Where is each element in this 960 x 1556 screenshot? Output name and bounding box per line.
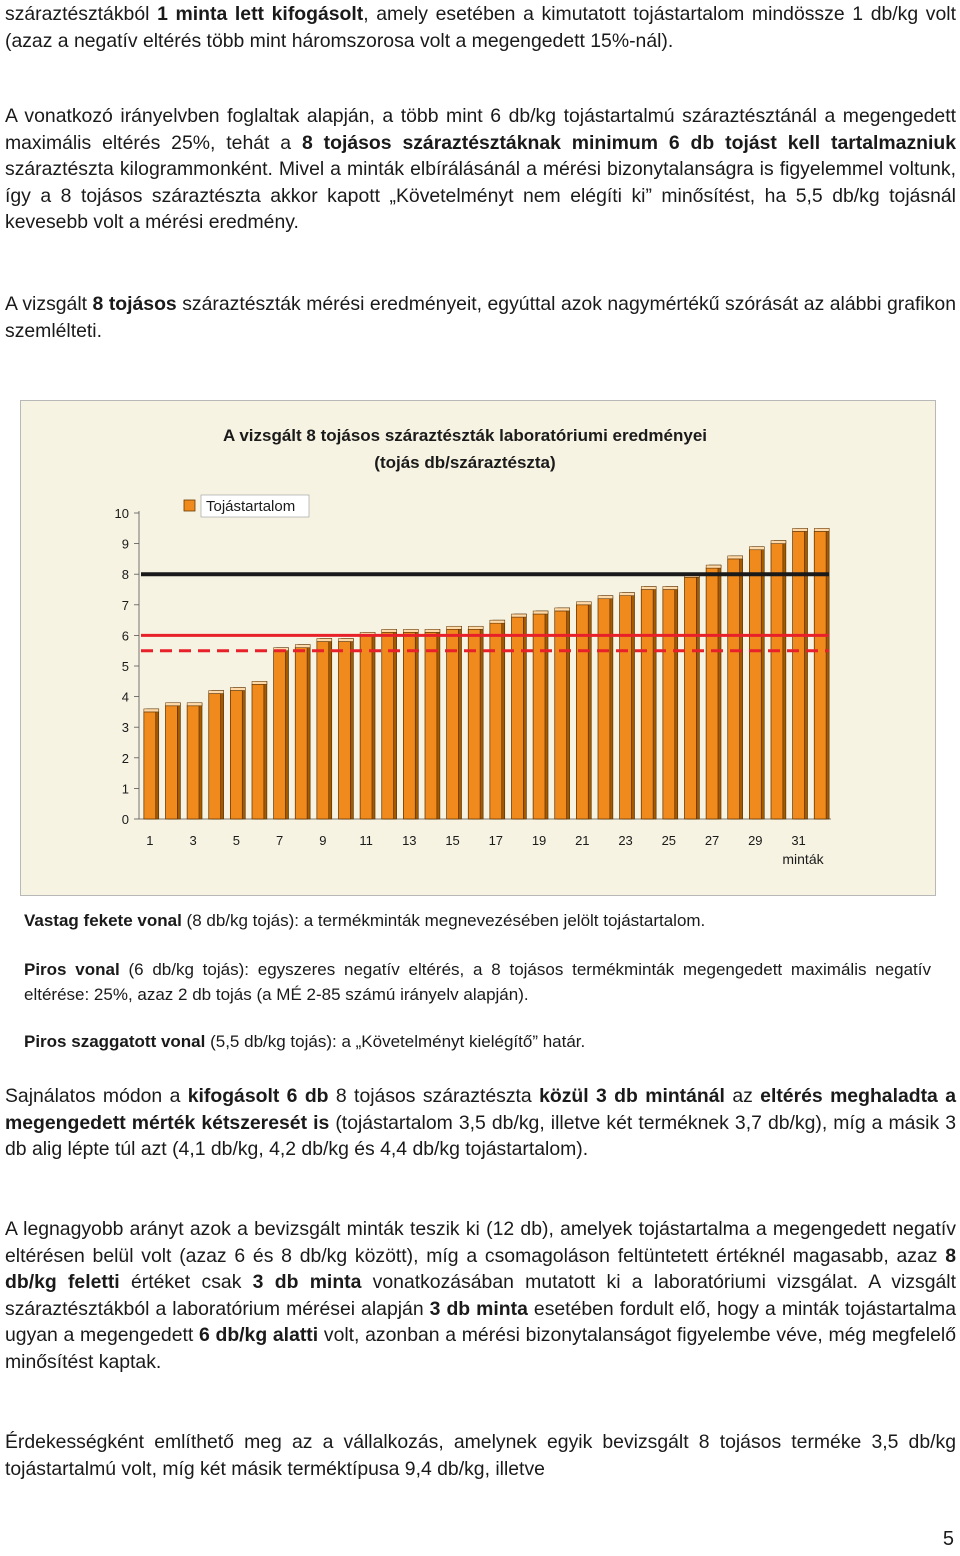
bar bbox=[425, 632, 437, 819]
bar-top bbox=[728, 556, 743, 559]
bar bbox=[749, 550, 761, 819]
text: Érdekességként említhető meg az a vállalkozás, amelynek egyik bevizsgált 8 tojásos terméke 3,5 db/kg tojástartalmú volt, míg két másik terméktípusa 9,4 db/kg, illetve bbox=[5, 1431, 956, 1480]
bold-text: 1 minta lett kifogásolt bbox=[157, 3, 364, 25]
bar bbox=[165, 706, 177, 819]
bold-text: 3 db minta bbox=[429, 1297, 528, 1320]
paragraph-4 bbox=[5, 1083, 956, 1163]
bold-text: Piros szaggatott vonal bbox=[24, 1032, 206, 1051]
bar-top bbox=[230, 687, 245, 690]
plot-area bbox=[115, 506, 831, 848]
chart-title-line-1: A vizsgált 8 tojásos száraztészták laboratóriumi eredményei bbox=[222, 426, 708, 445]
text: száraztésztákból bbox=[5, 3, 158, 25]
text: 8 tojásos száraztészta bbox=[328, 1085, 540, 1107]
bar-top bbox=[403, 629, 418, 632]
x-tick-label: 1 bbox=[146, 833, 154, 848]
y-tick-label: 3 bbox=[121, 720, 129, 736]
bar bbox=[555, 611, 567, 819]
bar bbox=[468, 629, 480, 819]
bar bbox=[274, 651, 286, 819]
y-tick-label: 8 bbox=[121, 567, 129, 583]
y-tick-label: 10 bbox=[114, 506, 129, 521]
bar bbox=[511, 617, 523, 819]
bold-text: 8 db/kg feletti bbox=[5, 1244, 956, 1293]
x-tick-label: 9 bbox=[319, 833, 327, 848]
bar-top bbox=[425, 629, 440, 632]
bar bbox=[338, 642, 350, 819]
text: (tojástartalom 3,5 db/kg, illetve két terméknek 3,7 db/kg), míg a másik 3 db alig lépte túl azt (4,1 db/kg, 4,2 db/kg és 4,4 db/kg tojástartalom). bbox=[5, 1111, 956, 1160]
bar bbox=[317, 642, 329, 819]
note-red-dashed-line bbox=[24, 1029, 931, 1054]
x-tick-label: 11 bbox=[359, 833, 373, 848]
bold-text: kifogásolt 6 db bbox=[187, 1085, 329, 1107]
text: volt, azonban a mérési bizonytalanságot figyelembe véve, még megfelelő minősítést kaptak. bbox=[5, 1324, 956, 1373]
bold-text: 8 tojásos bbox=[92, 293, 177, 315]
text: vonatkozásában mutatott ki a laboratóriumi vizsgálat. A vizsgált száraztésztákból a laboratórium mérései alapján bbox=[5, 1271, 957, 1320]
x-tick-label: 5 bbox=[232, 833, 240, 848]
bar bbox=[771, 544, 783, 819]
x-tick-label: 23 bbox=[618, 833, 633, 848]
bar bbox=[576, 605, 588, 819]
bar-top bbox=[295, 645, 310, 648]
bar bbox=[295, 648, 307, 819]
bar-top bbox=[663, 587, 678, 590]
bold-text: 8 tojásos száraztésztáknak minimum 6 db tojást kell tartalmazniuk bbox=[301, 131, 956, 154]
bar-top bbox=[555, 608, 570, 611]
bar bbox=[663, 590, 675, 820]
y-tick-label: 0 bbox=[121, 812, 129, 827]
bold-text: 3 db minta bbox=[252, 1271, 362, 1293]
note-red-line bbox=[24, 957, 931, 1007]
bar bbox=[490, 623, 502, 819]
bar bbox=[684, 577, 696, 819]
bar-top bbox=[793, 528, 808, 531]
bar-top bbox=[641, 587, 656, 590]
bar-top bbox=[317, 639, 332, 642]
bar-top bbox=[490, 620, 505, 623]
bar-chart bbox=[21, 401, 937, 897]
bar bbox=[209, 694, 221, 819]
bar bbox=[620, 596, 632, 819]
x-tick-label: 27 bbox=[704, 833, 720, 848]
bar-top bbox=[771, 541, 786, 544]
bar-top bbox=[165, 703, 180, 706]
bar-top bbox=[620, 593, 635, 596]
y-tick-label: 1 bbox=[121, 781, 129, 797]
x-tick-label: 13 bbox=[402, 833, 417, 848]
x-tick-label: 15 bbox=[445, 833, 460, 848]
bar bbox=[252, 684, 264, 819]
y-tick-label: 9 bbox=[121, 536, 129, 552]
text: A vonatkozó irányelvben foglaltak alapján, a több mint 6 db/kg tojástartalmú száraztésztánál a megengedett maximális eltérés 25%, tehát a bbox=[5, 105, 956, 154]
text: száraztészta kilogrammonként. Mivel a minták elbírálásánál a mérési bizonytalanságra is figyelemmel voltunk, így a 8 tojásos száraztészta akkor kapott „Követelményt nem elégíti ki” minősítést, ha 5,5 db/kg tojásnál kevesebb volt a mérési eredmény. bbox=[5, 158, 956, 233]
x-tick-label: 17 bbox=[488, 833, 504, 848]
bar-top bbox=[252, 681, 267, 684]
bar-top bbox=[576, 602, 591, 605]
y-tick-label: 5 bbox=[121, 659, 129, 674]
text: esetében fordult elő, hogy a minták tojástartalma ugyan a megengedett bbox=[5, 1297, 956, 1346]
paragraph-6 bbox=[5, 1429, 956, 1482]
bar bbox=[360, 635, 372, 819]
text: (6 db/kg tojás): egyszeres negatív eltérés, a 8 tojásos termékminták megengedett maximális negatív eltérése: 25%, azaz 2 db tojás (a MÉ 2-85 számú irányelv alapján). bbox=[24, 960, 931, 1004]
paragraph-5 bbox=[5, 1216, 956, 1375]
bar bbox=[187, 706, 199, 819]
bar-top bbox=[749, 547, 764, 550]
bar-top bbox=[533, 611, 548, 614]
bar-top bbox=[144, 709, 159, 712]
note-black-line bbox=[24, 908, 931, 933]
bold-text: eltérés meghaladta a megengedett mérték kétszeresét is bbox=[5, 1085, 956, 1134]
bar bbox=[728, 559, 740, 819]
paragraph-3 bbox=[5, 291, 956, 344]
bar-top bbox=[814, 528, 829, 531]
bar-top bbox=[382, 629, 397, 632]
text: (8 db/kg tojás): a termékminták megnevezésében jelölt tojástartalom. bbox=[181, 911, 706, 930]
y-tick-label: 4 bbox=[121, 689, 129, 705]
bar bbox=[598, 599, 610, 819]
bar-top bbox=[209, 691, 224, 694]
text: , amely esetében a kimutatott tojástartalom mindössze 1 db/kg volt (azaz a negatív eltérés több mint háromszorosa volt a megengedett 15%-nál). bbox=[5, 3, 956, 52]
page-number: 5 bbox=[942, 1528, 954, 1550]
x-tick-label: 29 bbox=[748, 833, 763, 848]
paragraph-2 bbox=[5, 103, 956, 236]
y-tick-label: 2 bbox=[121, 750, 129, 766]
x-axis-title: minták bbox=[782, 851, 824, 867]
bar-top bbox=[468, 626, 483, 629]
legend-swatch bbox=[184, 500, 195, 511]
x-tick-label: 31 bbox=[791, 833, 806, 848]
bold-text: közül 3 db mintánál bbox=[539, 1085, 725, 1107]
bar bbox=[403, 632, 415, 819]
chart-title-line-2: (tojás db/száraztészta) bbox=[374, 453, 556, 472]
bar bbox=[533, 614, 545, 819]
chart-panel bbox=[20, 400, 936, 896]
x-tick-label: 7 bbox=[275, 833, 284, 848]
bar bbox=[706, 568, 718, 819]
x-tick-label: 21 bbox=[575, 833, 590, 848]
bar bbox=[144, 712, 156, 819]
bar-top bbox=[511, 614, 526, 617]
text: (5,5 db/kg tojás): a „Követelményt kielégítő” határ. bbox=[205, 1032, 586, 1051]
legend-label: Tojástartalom bbox=[206, 498, 296, 515]
text: A legnagyobb arányt azok a bevizsgált minták teszik ki (12 db), amelyek tojástartalma a megengedett negatív eltérésen belül volt (azaz 6 és 8 db/kg között), míg a csomagoláson feltüntetett értéknél magasabb, azaz bbox=[5, 1218, 956, 1267]
bar bbox=[230, 690, 242, 819]
text: értéket csak bbox=[119, 1271, 253, 1293]
bold-text: Piros vonal bbox=[24, 960, 120, 979]
text: Sajnálatos módon a bbox=[5, 1085, 188, 1107]
y-tick-label: 7 bbox=[121, 597, 129, 613]
text: az bbox=[724, 1085, 761, 1107]
text: száraztészták mérési eredményeit, egyúttal azok nagymértékű szórását az alábbi grafikon szemlélteti. bbox=[5, 293, 956, 342]
bar-top bbox=[447, 626, 462, 629]
bar bbox=[641, 590, 653, 820]
x-tick-label: 25 bbox=[661, 833, 677, 848]
bar bbox=[382, 632, 394, 819]
bar-top bbox=[598, 596, 613, 599]
y-tick-label: 6 bbox=[121, 628, 129, 644]
bold-text: Vastag fekete vonal bbox=[24, 911, 182, 930]
bar-top bbox=[706, 565, 721, 568]
x-tick-label: 3 bbox=[189, 833, 197, 848]
bold-text: 6 db/kg alatti bbox=[198, 1324, 319, 1346]
bar-top bbox=[338, 639, 353, 642]
x-tick-label: 19 bbox=[531, 833, 547, 848]
bar bbox=[447, 629, 459, 819]
bar-top bbox=[187, 703, 202, 706]
text: A vizsgált bbox=[5, 293, 93, 315]
paragraph-1 bbox=[5, 1, 956, 54]
